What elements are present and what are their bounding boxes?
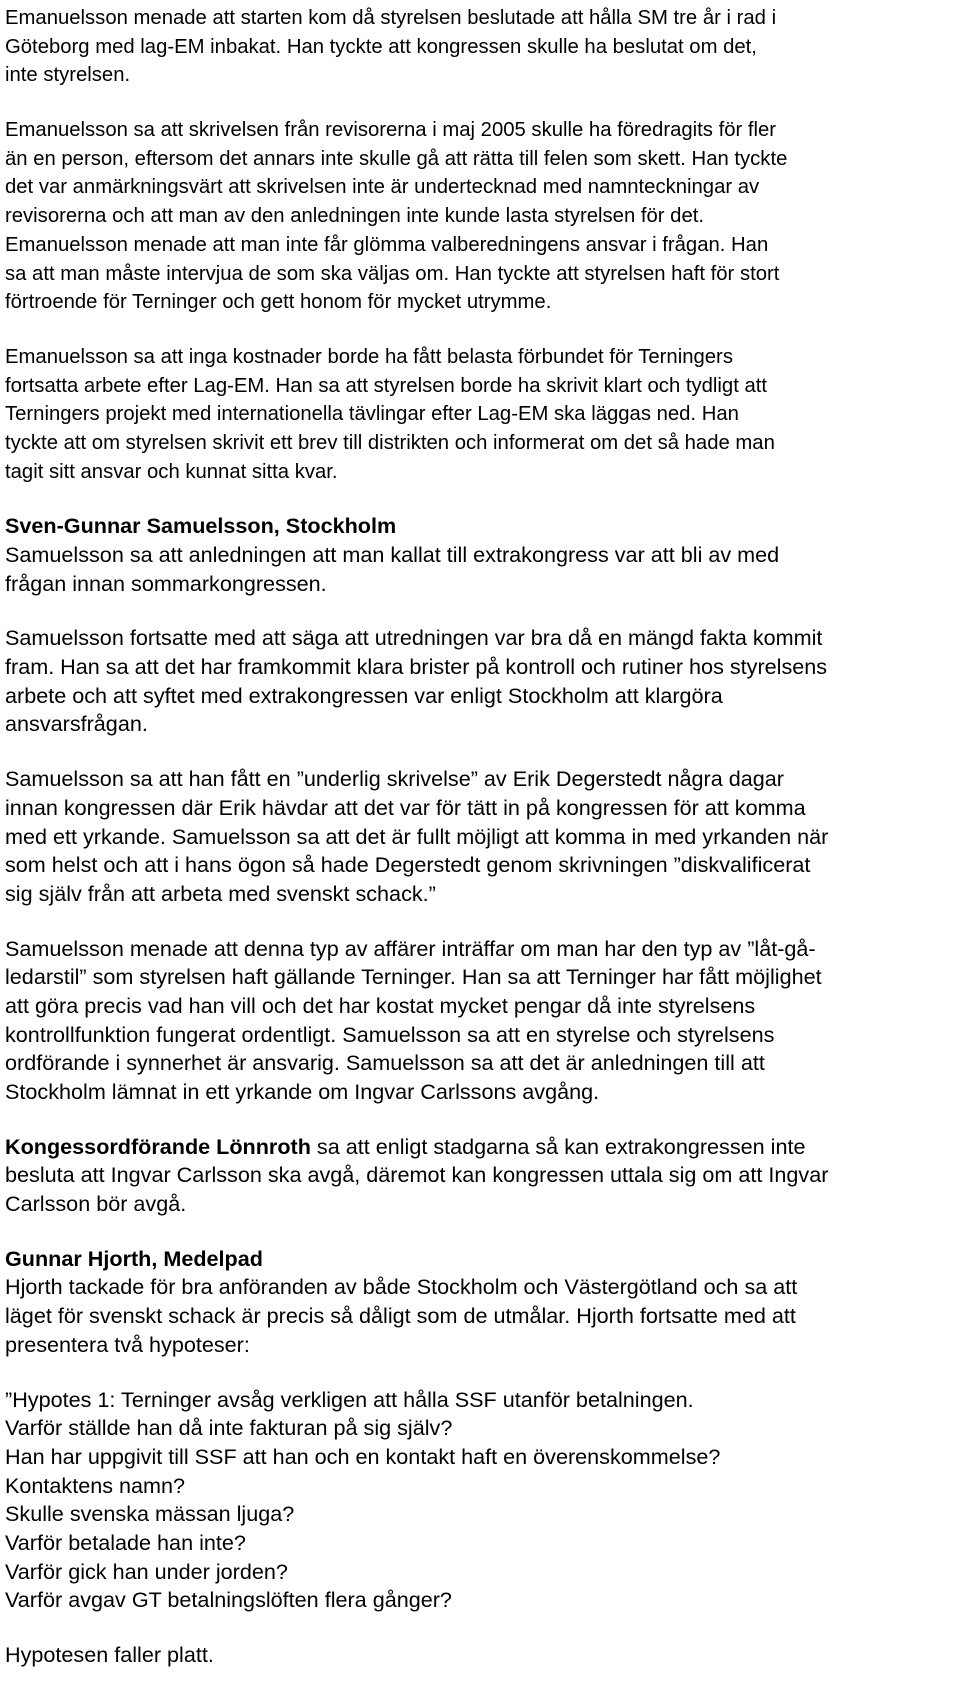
text-line: fortsatta arbete efter Lag-EM. Han sa att styrelsen borde ha skrivit klart och tydligt att <box>5 374 768 397</box>
text-line: ”Hypotes 1: Terninger avsåg verkligen att hålla SSF utanför betalningen. <box>5 1386 694 1412</box>
text-line: Hjorth tackade för bra anföranden av både Stockholm och Västergötland och sa att <box>5 1274 798 1300</box>
paragraph-11 <box>5 1641 932 1670</box>
text-line: Han har uppgivit till SSF att han och en kontakt haft en överenskommelse? <box>5 1443 721 1469</box>
text-line: innan kongressen där Erik hävdar att det var för tätt in på kongressen för att komma <box>5 794 806 820</box>
text-line: förtroende för Terninger och gett honom för mycket utrymme. <box>5 291 552 314</box>
text-line: Kontaktens namn? <box>5 1472 186 1498</box>
text-line: Emanuelsson menade att man inte får glömma valberedningens ansvar i frågan. Han <box>5 233 769 256</box>
paragraph-5 <box>5 624 932 739</box>
text-line: Samuelsson sa att han fått en ”underlig skrivelse” av Erik Degerstedt några dagar <box>5 766 784 792</box>
paragraph-2 <box>5 116 932 317</box>
text-line: att göra precis vad han vill och det har kostat mycket pengar då inte styrelsens <box>5 992 756 1018</box>
text-line: sig själv från att arbeta med svenskt schack.” <box>5 880 436 906</box>
text-line: tyckte att om styrelsen skrivit ett brev till distrikten och informerat om det så hade man <box>5 431 775 454</box>
text-line: Samuelsson sa att anledningen att man kallat till extrakongress var att bli av med <box>5 542 780 567</box>
text-line: Stockholm lämnat in ett yrkande om Ingvar Carlssons avgång. <box>5 1079 600 1104</box>
text-line: Samuelsson fortsatte med att säga att utredningen var bra då en mängd fakta kommit <box>5 625 823 651</box>
text-line: Göteborg med lag-EM inbakat. Han tyckte att kongressen skulle ha beslutat om det, <box>5 35 757 58</box>
paragraph-7 <box>5 935 932 1107</box>
text-line: än en person, eftersom det annars inte skulle gå att rätta till felen som skett. Han tyckte <box>5 147 788 170</box>
text-line: frågan innan sommarkongressen. <box>5 570 327 596</box>
hjorth-section-intro <box>5 1245 932 1360</box>
text-line: Carlsson bör avgå. <box>5 1191 187 1217</box>
text-line: presentera två hypoteser: <box>5 1331 250 1357</box>
text-line: Terningers projekt med internationella tävlingar efter Lag-EM ska läggas ned. Han <box>5 403 739 426</box>
paragraph-1 <box>5 4 932 90</box>
text-line: sa att man måste intervjua de som ska väljas om. Han tyckte att styrelsen haft för stort <box>5 262 780 285</box>
text-line: Skulle svenska mässan ljuga? <box>5 1501 295 1527</box>
samuelsson-section-intro <box>5 512 932 598</box>
text-line: Varför avgav GT betalningslöften flera gånger? <box>5 1587 452 1613</box>
text-line: tagit sitt ansvar och kunnat sitta kvar. <box>5 460 338 483</box>
paragraph-6 <box>5 765 932 908</box>
speaker-name: Kongessordförande Lönnroth <box>5 1133 311 1159</box>
text-line: Emanuelsson sa att skrivelsen från revisorerna i maj 2005 skulle ha föredragits för fler <box>5 119 777 142</box>
text-line: Emanuelsson sa att inga kostnader borde ha fått belasta förbundet för Terningers <box>5 345 733 368</box>
text-line: besluta att Ingvar Carlsson ska avgå, däremot kan kongressen uttala sig om att Ingvar <box>5 1162 829 1188</box>
paragraph-3 <box>5 343 932 486</box>
speaker-heading: Sven-Gunnar Samuelsson, Stockholm <box>5 513 397 539</box>
paragraph-8 <box>5 1133 932 1219</box>
text-line: fram. Han sa att det har framkommit klara brister på kontroll och rutiner hos styrelsens <box>5 654 828 680</box>
text-line: läget för svenskt schack är precis så dåligt som de utmålar. Hjorth fortsatte med att <box>5 1303 796 1329</box>
text-line: Varför gick han under jorden? <box>5 1558 288 1584</box>
text-line: Varför betalade han inte? <box>5 1529 246 1555</box>
hypothesis-list <box>5 1386 932 1616</box>
speaker-text: sa att enligt stadgarna så kan extrakongressen inte <box>310 1133 806 1159</box>
speaker-heading: Gunnar Hjorth, Medelpad <box>5 1245 263 1271</box>
text-line: Samuelsson menade att denna typ av affärer inträffar om man har den typ av ”låt-gå- <box>5 935 816 961</box>
text-line: det var anmärkningsvärt att skrivelsen inte är undertecknad med namnteckningar av <box>5 176 760 199</box>
text-line: ledarstil” som styrelsen haft gällande Terninger. Han sa att Terninger har fått möjlighet <box>5 964 822 990</box>
text-line: som helst och att i hans ögon så hade Degerstedt genom skrivningen ”diskvalificerat <box>5 852 811 878</box>
text-line: Emanuelsson menade att starten kom då styrelsen beslutade att hålla SM tre år i rad i <box>5 7 777 29</box>
text-line: kontrollfunktion fungerat ordentligt. Samuelsson sa att en styrelse och styrelsens <box>5 1021 775 1047</box>
text-line: inte styrelsen. <box>5 64 131 87</box>
text-line: med ett yrkande. Samuelsson sa att det är fullt möjligt att komma in med yrkanden när <box>5 823 829 849</box>
text-line: revisorerna och att man av den anledningen inte kunde lasta styrelsen för det. <box>5 205 704 228</box>
text-line: Hypotesen faller platt. <box>5 1642 214 1667</box>
text-line: ansvarsfrågan. <box>5 711 148 737</box>
text-line: Varför ställde han då inte fakturan på sig själv? <box>5 1415 453 1441</box>
text-line: arbete och att syftet med extrakongressen var enligt Stockholm att klargöra <box>5 682 723 708</box>
text-line <box>5 1133 932 1162</box>
text-line: ordförande i synnerhet är ansvarig. Samuelsson sa att det är anledningen till att <box>5 1050 765 1076</box>
